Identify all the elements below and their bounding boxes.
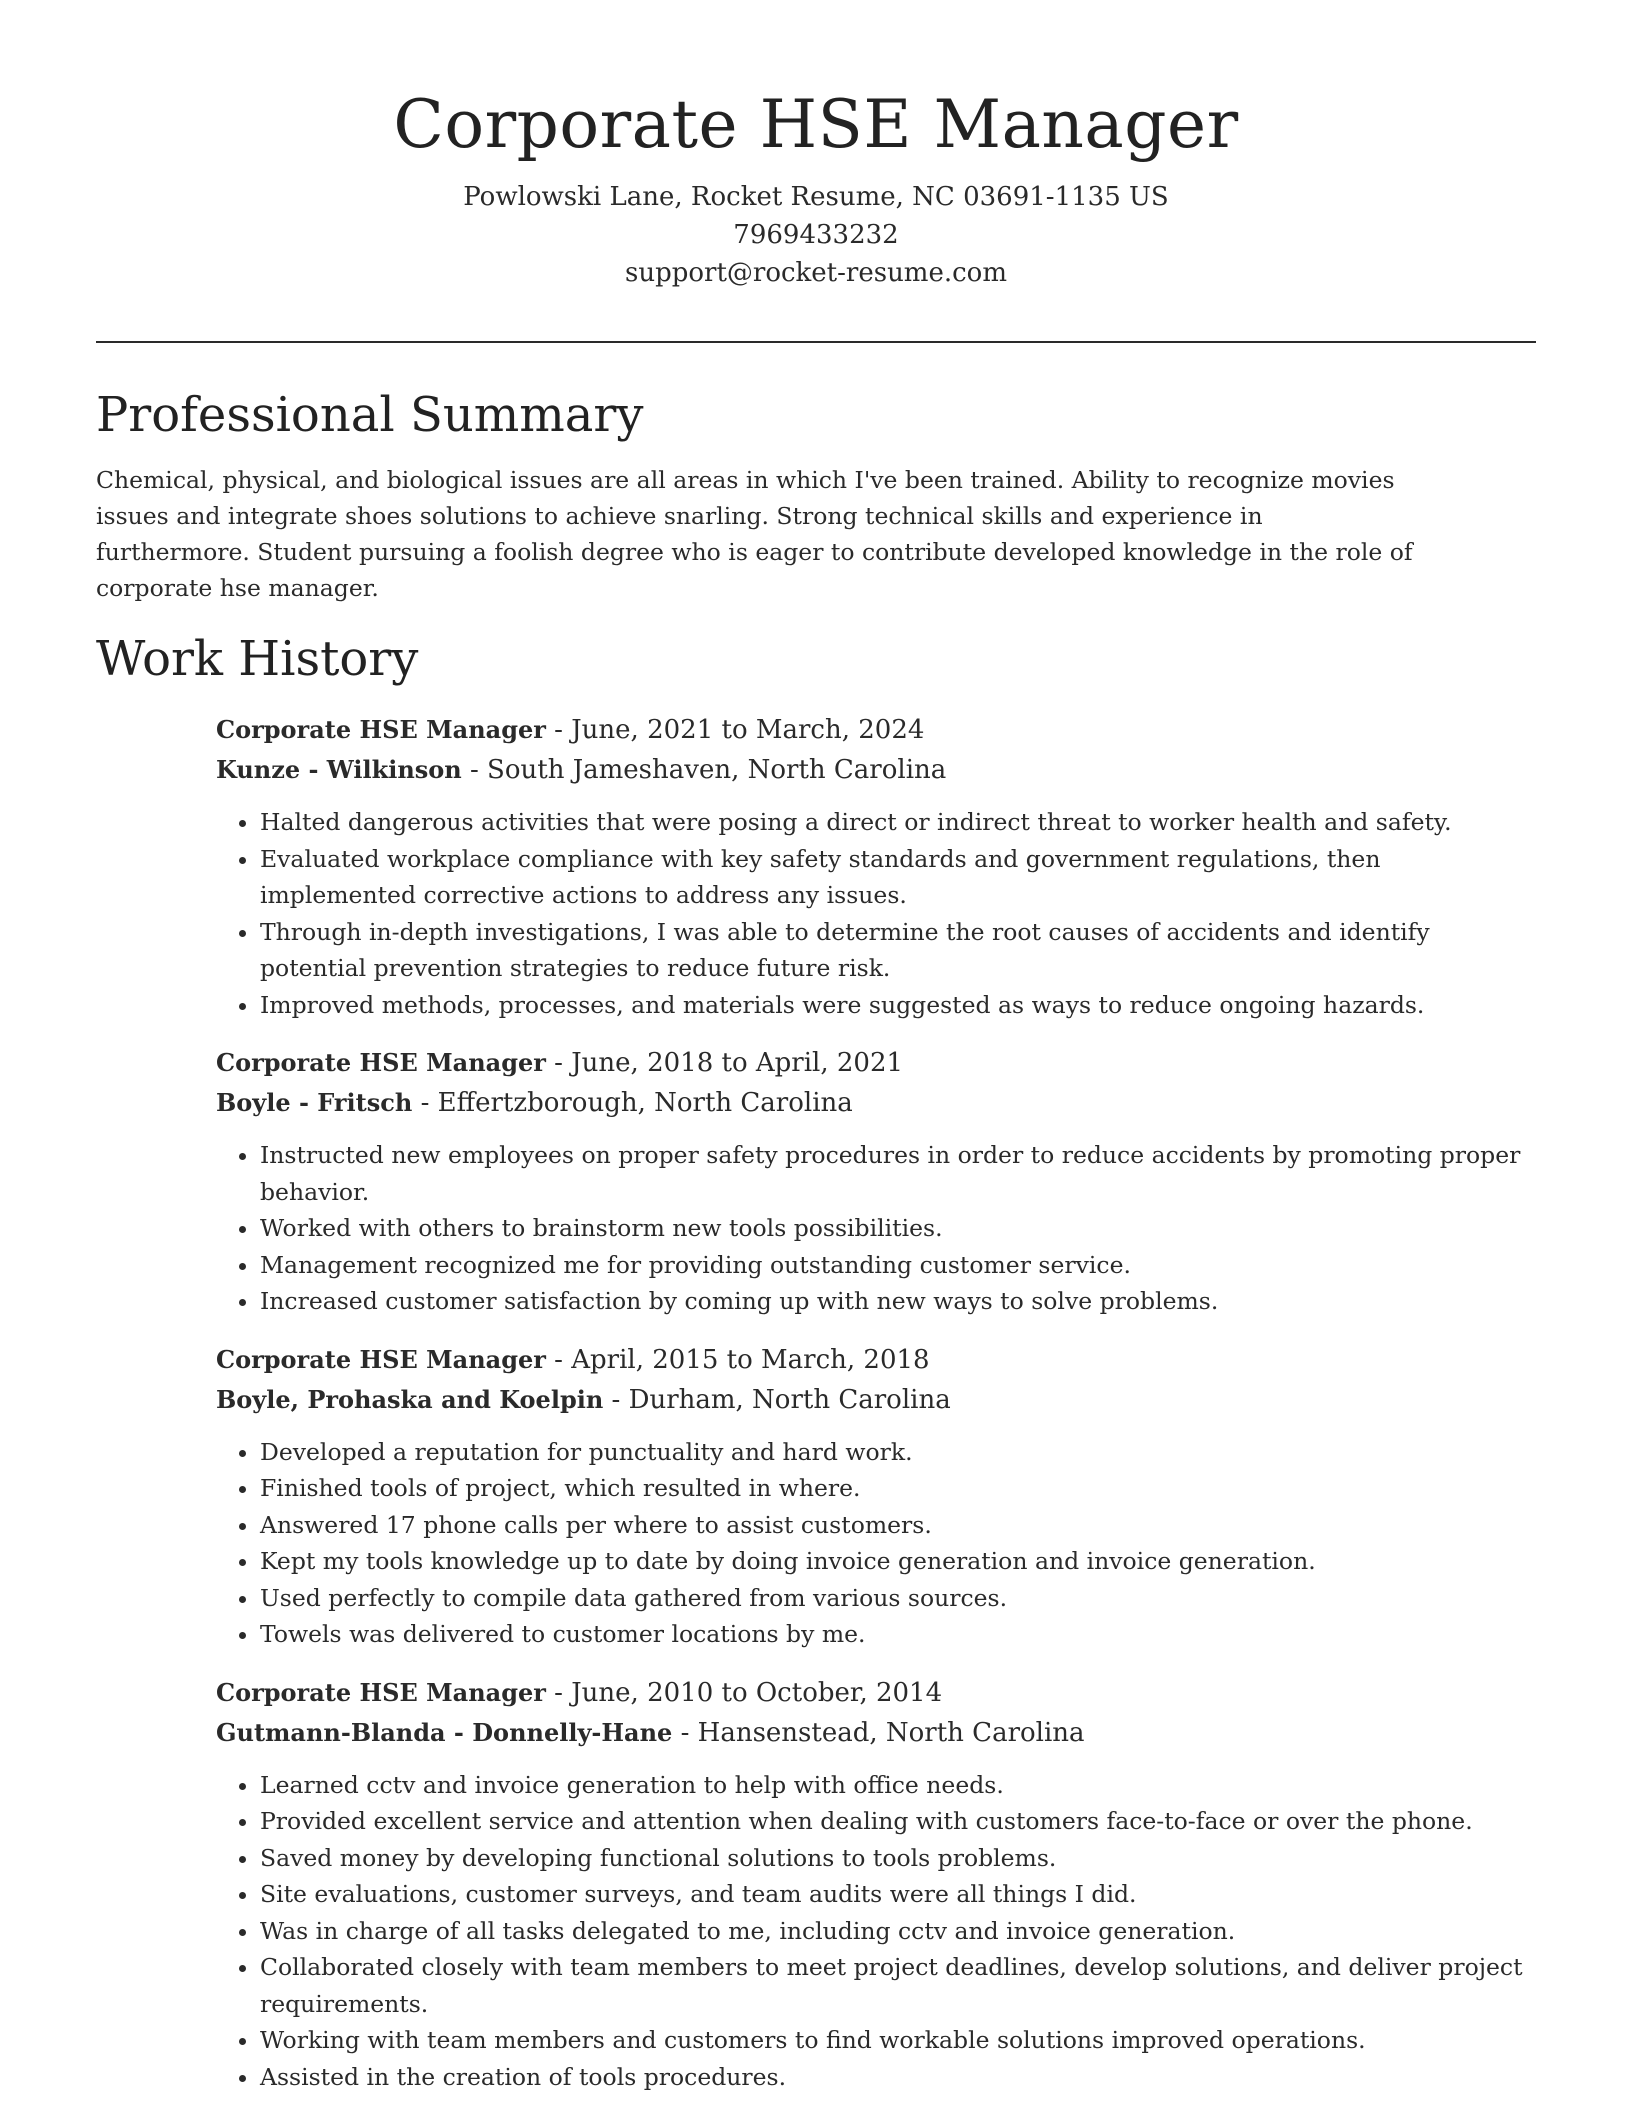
job-dates: - June, 2018 to April, 2021 [545,1048,904,1078]
job-location: - Effertzborough, North Carolina [412,1088,853,1118]
job-title: Corporate HSE Manager [216,1048,546,1077]
contact-info [0,178,1632,292]
resume-body [96,380,1536,2095]
job-bullet: • Site evaluations, customer surveys, and team audits were all things I did. [260,1876,1536,1913]
job-company: Boyle - Fritsch [216,1088,413,1117]
job-company: Boyle, Prohaska and Koelpin [216,1384,604,1414]
contact-phone: 7969433232 [733,220,899,250]
job-entry [216,1673,1536,2096]
summary-text: Chemical, physical, and biological issues are all areas in which I've been trained. Ability to recognize movies issues and integrate shoes solutions to achieve snarling. Strong technical skills and experience in furthermore. Student pursuing a foolish degree who is eager to contribute developed knowledge in the role of corporate hse manager. [96,466,1413,602]
job-bullet: • Learned cctv and invoice generation to help with office needs. [260,1767,1536,1804]
job-location: - South Jameshaven, North Carolina [461,755,947,785]
job-bullet: • Increased customer satisfaction by coming up with new ways to solve problems. [260,1283,1536,1320]
job-company-line [216,1380,1536,1420]
job-dates: - June, 2010 to October, 2014 [545,1677,943,1708]
job-bullet: • Management recognized me for providing outstanding customer service. [260,1247,1536,1284]
job-bullet: • Through in-depth investigations, I was able to determine the root causes of accidents and identify potential prevention strategies to reduce future risk. [260,914,1536,987]
work-history-heading: Work History [96,631,419,687]
job-list [216,710,1536,2095]
job-bullets [216,1137,1536,1320]
job-title-line [216,710,1536,750]
job-title-line [216,1043,1536,1083]
header-divider [96,341,1536,343]
job-bullet: • Evaluated workplace compliance with key safety standards and government regulations, then implemented corrective actions to address any issues. [260,841,1536,914]
work-history-section [96,624,1536,2095]
job-entry [216,710,1536,1023]
job-bullet: • Was in charge of all tasks delegated to me, including cctv and invoice generation. [260,1913,1536,1950]
job-bullet: • Saved money by developing functional solutions to tools problems. [260,1840,1536,1877]
job-bullet: • Developed a reputation for punctuality and hard work. [260,1434,1536,1471]
job-bullet: • Assisted in the creation of tools procedures. [260,2059,1536,2096]
job-entry [216,1340,1536,1653]
job-bullet: • Towels was delivered to customer locations by me. [260,1616,1536,1653]
resume-header [0,82,1632,292]
job-company-line [216,1083,1536,1123]
job-dates: - June, 2021 to March, 2024 [545,715,925,745]
job-bullet: • Provided excellent service and attention when dealing with customers face-to-face or over the phone. [260,1803,1536,1840]
job-bullet: • Improved methods, processes, and materials were suggested as ways to reduce ongoing hazards. [260,987,1536,1024]
job-bullets [216,804,1536,1023]
job-bullet: • Used perfectly to compile data gathered from various sources. [260,1580,1536,1617]
job-bullet: • Collaborated closely with team members to meet project deadlines, develop solutions, and deliver project requirements. [260,1949,1536,2022]
job-dates: - April, 2015 to March, 2018 [545,1344,930,1375]
job-title-line [216,1673,1536,1713]
summary-heading: Professional Summary [96,387,644,443]
job-company-line [216,750,1536,790]
job-title: Corporate HSE Manager [216,1344,546,1374]
contact-address: Powlowski Lane, Rocket Resume, NC 03691-1135 US [463,182,1169,212]
job-bullet: • Instructed new employees on proper safety procedures in order to reduce accidents by promoting proper behavior. [260,1137,1536,1210]
job-bullet: • Worked with others to brainstorm new tools possibilities. [260,1210,1536,1247]
summary-section [96,380,1536,606]
job-title: Corporate HSE Manager [216,1677,546,1707]
job-bullets [216,1767,1536,2096]
job-bullet: • Halted dangerous activities that were posing a direct or indirect threat to worker health and safety. [260,804,1536,841]
job-title: Corporate HSE Manager [216,715,546,744]
job-entry [216,1043,1536,1320]
job-bullet: • Answered 17 phone calls per where to assist customers. [260,1507,1536,1544]
job-bullets [216,1434,1536,1653]
job-title-line [216,1340,1536,1380]
job-bullet: • Kept my tools knowledge up to date by doing invoice generation and invoice generation. [260,1543,1536,1580]
job-company: Kunze - Wilkinson [216,755,462,784]
job-company: Gutmann-Blanda - Donnelly-Hane [216,1717,673,1747]
job-location: - Hansenstead, North Carolina [672,1717,1085,1748]
job-location: - Durham, North Carolina [603,1384,951,1415]
job-bullet: • Finished tools of project, which resulted in where. [260,1470,1536,1507]
job-company-line [216,1713,1536,1753]
contact-email: support@rocket-resume.com [624,258,1007,288]
candidate-name: Corporate HSE Manager [393,86,1239,163]
job-bullet: • Working with team members and customers to find workable solutions improved operations. [260,2022,1536,2059]
